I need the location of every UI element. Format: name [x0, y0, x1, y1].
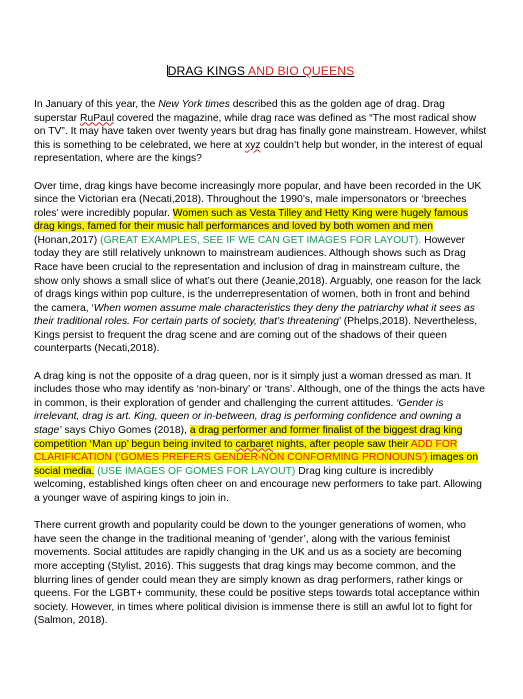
p3-text-c: says Chiyo Gomes (2018),	[61, 425, 190, 437]
p2-citation: (Honan,2017)	[34, 234, 101, 246]
p3-red-note: ADD FOR CLARIFICATION (‘GOMES PREFERS GENDER-NON CONFORMING PRONOUNS’)	[34, 438, 458, 464]
p2-highlight: Women such as Vesta Tilley and Hetty King were hugely famous drag kings, famed for their music hall performances and loved by both women and men	[34, 207, 469, 233]
p3-text-j: Drag king culture is incredibly welcoming, established kings often cheer on and encourage new performers to take part. Allowing a younger wave of aspiring kings to join in.	[34, 465, 482, 504]
paragraph-4	[34, 519, 487, 627]
p1-spellcheck-xyz: xyz	[245, 139, 261, 151]
p2-text-a: Over time, drag kings have become increasingly more popular, and have been recorded in the UK since the Victorian era (Necati,2018). Throughout the 1990’s, male impersonators or ‘breeches roles’ were incredibly popular.	[34, 180, 482, 219]
p1-spellcheck-word: RuPaul	[80, 112, 114, 124]
p3-spellcheck-word: carbaret	[235, 438, 274, 450]
paragraph-3	[34, 370, 487, 505]
p3-green-note: (USE IMAGES OF GOMES FOR LAYOUT)	[94, 465, 296, 477]
paragraph-2	[34, 180, 487, 356]
p3-highlight-1: a drag performer and former finalist of the biggest drag king competition ‘Man up’ begun being invited to	[34, 425, 463, 450]
p2-text-e: However today they are still relatively unknown to mainstream audiences. Although shows such as Drag Race have been crucial to the representation and inclusion of drag in mainstream culture, the show only shows a small slice of what’s out there (Jeanie,2018). Arguably, one reason for the lack of drags kings within pop culture, is the underrepresentation of women, both in front and behind the camera, ‘	[34, 234, 481, 314]
p2-green-note: (GREAT EXAMPLES, SEE IF WE CAN GET IMAGES FOR LAYOUT).	[100, 234, 422, 246]
paragraph-1	[34, 98, 487, 166]
p4-text: There current growth and popularity could be down to the younger generations of women, who have seen the change in the traditional meaning of ‘gender’, along with the various feminist movements. Social attitudes are rapidly changing in the UK and us as a society are becoming more accepting (Stylist, 2016). This suggests that drag kings may become common, and the blurring lines of gender could mean they are simply known as drag performers, rather kings or queens. For the LGBT+ community, these could be positive steps towards total acceptance within society. However, in times where political division is immense there is still an awful lot to fight for (Salmon, 2018).	[34, 520, 480, 627]
p3-quote: ‘Gender is irrelevant, drag is art. King, queen or in-between, drag is performing confidence and owning a stage’	[34, 397, 462, 437]
p1-text-a: In January of this year, the	[34, 99, 159, 110]
p3-highlight-3: images on social media.	[34, 452, 479, 477]
p3-text-a: A drag king is not the opposite of a drag queen, nor is it simply just a woman dressed as man. It includes those who may identify as ‘non-binary’ or ‘trans’. Although, one of the things the acts have in common, is their exploration of gender and challenging the current attitudes.	[34, 370, 485, 409]
title-part-red: AND BIO QUEENS	[247, 64, 355, 78]
p1-publication: New York times	[158, 99, 230, 110]
title-part-black: DRAG KINGS	[167, 64, 246, 78]
document-title	[34, 64, 487, 78]
p1-text-g: couldn’t help but wonder, in the interest of equal representation, where are the kings?	[34, 139, 483, 165]
p2-quote: When women assume male characteristics they deny the patriarchy what it sees as their traditional roles. For certain parts of society, that’s threatening	[34, 302, 475, 328]
p3-highlight-2: nights, after people saw their	[273, 438, 411, 450]
p1-text-e: covered the magazine, while drag race was defined as “The most radical show on TV”. It may have taken over twenty years but drag has finally gone mainstream. However, whilst this is something to be celebrated, we here at	[34, 112, 487, 151]
p2-text-g: ’ (Phelps,2018). Nevertheless, Kings persist to frequent the drag scene and are coming out of the shadows of their queen counterparts (Necati,2018).	[34, 316, 478, 355]
p1-text-c: described this as the golden age of drag. Drag superstar	[34, 99, 445, 124]
